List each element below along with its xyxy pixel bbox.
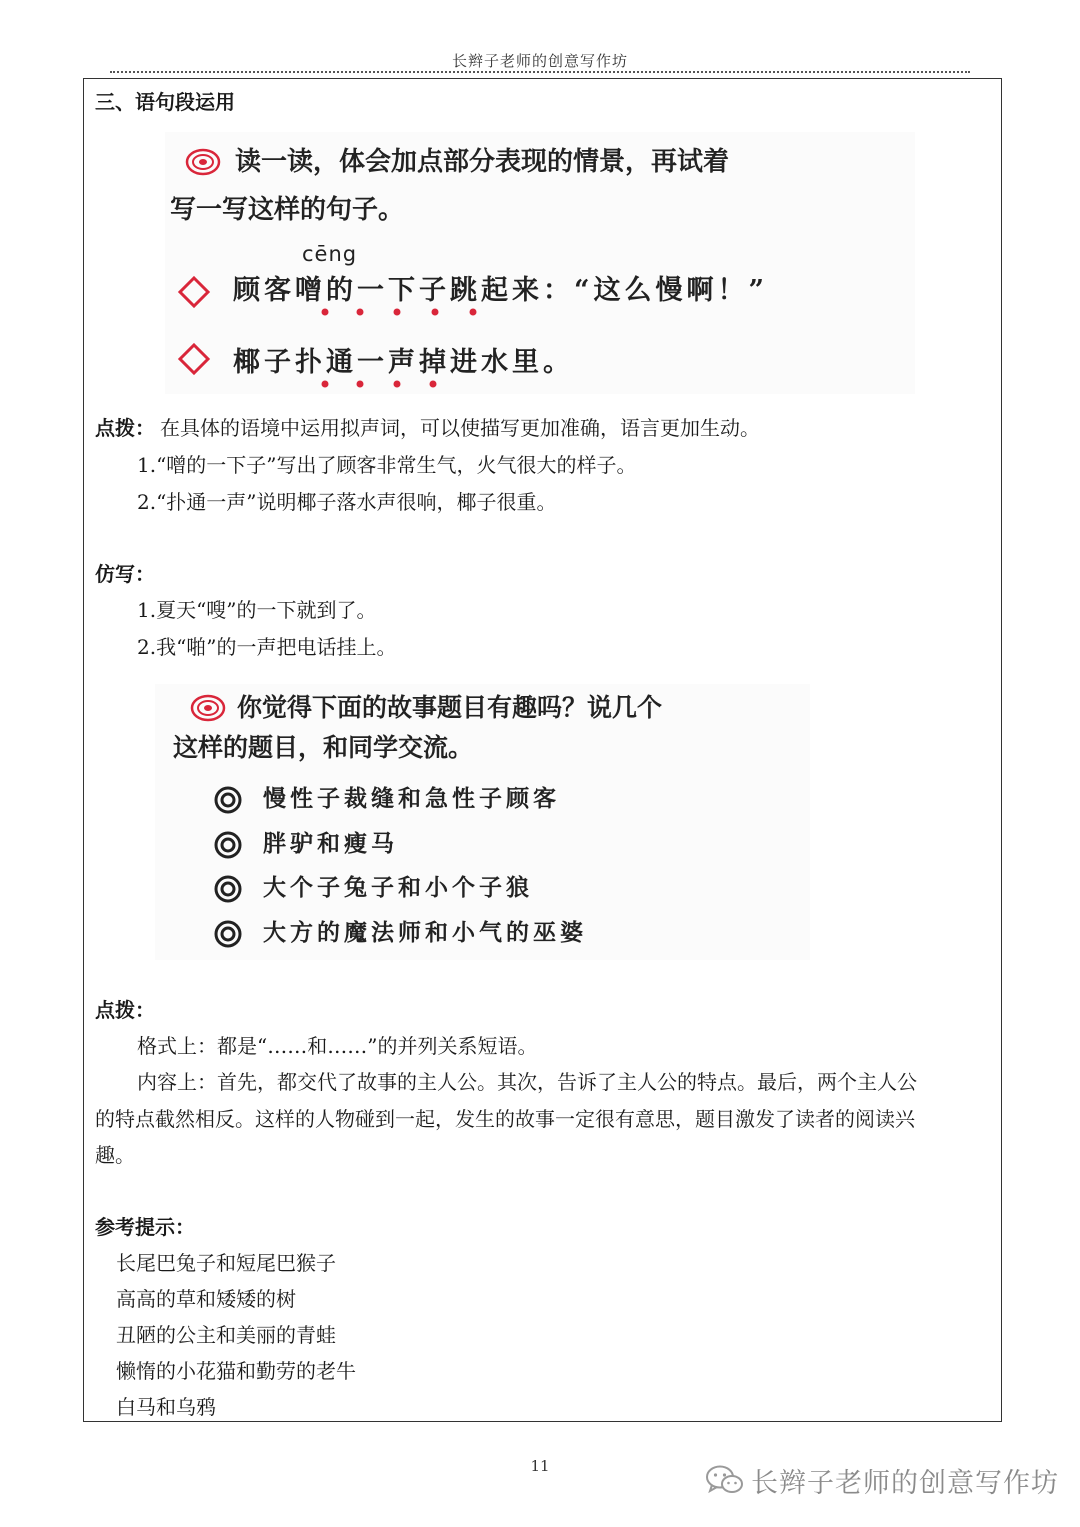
reference-item: 长尾巴兔子和短尾巴猴子 [116, 1251, 336, 1275]
double-circle-icon [213, 830, 243, 860]
excerpt-1-prompt-line-2: 写一写这样的句子。 [170, 195, 405, 225]
tip-2-content-line: 的特点截然相反。这样的人物碰到一起，发生的故事一定很有意思，题目激发了读者的阅读兴 [95, 1107, 915, 1131]
watermark [705, 1460, 1059, 1500]
tip-1-item: 2.“扑通一声”说明椰子落水声很响，椰子很重。 [137, 490, 557, 514]
diamond-icon [177, 275, 211, 309]
reference-item: 白马和乌鸦 [116, 1395, 216, 1419]
textbook-excerpt-2 [155, 684, 810, 960]
swirl-icon [190, 694, 226, 722]
tip-1-item: 1.“噌的一下子”写出了顾客非常生气，火气很大的样子。 [137, 453, 637, 477]
double-circle-icon [213, 919, 243, 949]
tip-1-text: 在具体的语境中运用拟声词，可以使描写更加准确，语言更加生动。 [160, 416, 760, 440]
double-circle-icon [213, 785, 243, 815]
reference-label: 参考提示： [95, 1215, 195, 1239]
story-title-item: 胖驴和瘦马 [263, 830, 398, 857]
story-title-item: 大个子兔子和小个子狼 [263, 874, 533, 901]
excerpt-2-prompt-line-2: 这样的题目，和同学交流。 [173, 733, 474, 762]
excerpt-1-sentence-1: 顾客噌的一下子跳起来：“这么慢啊！” [233, 275, 769, 306]
story-title-item: 大方的魔法师和小气的巫婆 [263, 919, 587, 946]
tip-1-label: 点拨： [95, 416, 155, 440]
page-number: 11 [530, 1457, 550, 1475]
excerpt-2-prompt-line-1: 你觉得下面的故事题目有趣吗？说几个 [237, 693, 663, 722]
imitation-label: 仿写： [95, 562, 155, 586]
reference-item: 高高的草和矮矮的树 [116, 1287, 296, 1311]
imitation-item: 2.我“啪”的一声把电话挂上。 [137, 635, 397, 659]
excerpt-1-prompt-line-1: 读一读，体会加点部分表现的情景，再试着 [235, 147, 730, 177]
diamond-icon [177, 342, 211, 376]
watermark-text: 长辫子老师的创意写作坊 [751, 1467, 1059, 1499]
swirl-icon [185, 148, 221, 176]
imitation-item: 1.夏天“嗖”的一下就到了。 [137, 598, 377, 622]
page-header-title: 长辫子老师的创意写作坊 [451, 52, 628, 70]
textbook-excerpt-1 [165, 132, 915, 394]
tip-2-content-line: 趣。 [95, 1143, 135, 1167]
section-title: 三、语句段运用 [95, 90, 235, 114]
excerpt-1-sentence-2: 椰子扑通一声掉进水里。 [233, 347, 574, 378]
header-divider [110, 71, 970, 73]
reference-item: 丑陋的公主和美丽的青蛙 [116, 1323, 336, 1347]
emphasis-dots-2 [315, 378, 445, 390]
pinyin-annotation: cēng [302, 242, 358, 266]
reference-item: 懒惰的小花猫和勤劳的老牛 [116, 1359, 356, 1383]
emphasis-dots-1 [315, 306, 485, 318]
wechat-icon [705, 1464, 745, 1496]
double-circle-icon [213, 874, 243, 904]
tip-2-label: 点拨： [95, 998, 155, 1022]
tip-2-format-line: 格式上：都是“……和……”的并列关系短语。 [137, 1034, 538, 1058]
tip-2-content-line: 内容上：首先，都交代了故事的主人公。其次，告诉了主人公的特点。最后，两个主人公 [137, 1070, 917, 1094]
story-title-item: 慢性子裁缝和急性子顾客 [263, 785, 560, 812]
